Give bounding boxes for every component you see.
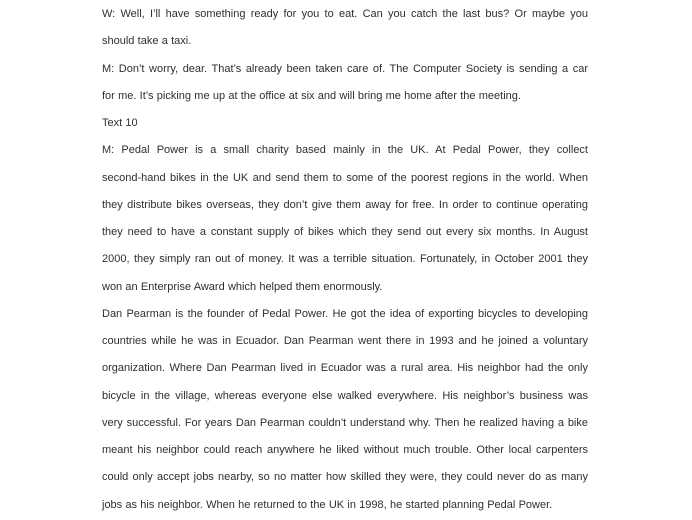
transcript-line: jobs as his neighbor. When he returned to the UK in 1998, he started planning Pedal Power.	[102, 498, 553, 511]
transcript-line: M: Pedal Power is a small charity based mainly in the UK. At Pedal Power, they collect	[102, 144, 588, 157]
transcript-text-column	[102, 1, 588, 519]
transcript-line: Dan Pearman is the founder of Pedal Power. He got the idea of exporting bicycles to developing	[102, 307, 588, 320]
transcript-line: very successful. For years Dan Pearman couldn’t understand why. Then he realized having a bike	[102, 416, 588, 429]
transcript-line: second-hand bikes in the UK and send them to some of the poorest regions in the world. When	[102, 171, 588, 184]
transcript-line: meant his neighbor could reach anywhere he liked without much trouble. Other local carpenters	[102, 444, 588, 456]
transcript-line: for me. It’s picking me up at the office at six and will bring me home after the meeting.	[102, 89, 521, 102]
transcript-line: could only accept jobs nearby, so no matter how skilled they were, they could never do as many	[102, 471, 588, 484]
section-heading: Text 10	[102, 117, 138, 129]
transcript-line: organization. Where Dan Pearman lived in Ecuador was a rural area. His neighbor had the only	[102, 362, 588, 375]
transcript-line: won an Enterprise Award which helped them enormously.	[102, 280, 383, 293]
transcript-line: they distribute bikes overseas, they don’t give them away for free. In order to continue operating	[102, 198, 588, 211]
transcript-line: they need to have a constant supply of bikes which they send out every six months. In August	[102, 226, 588, 238]
transcript-line: bicycle in the village, whereas everyone else walked everywhere. His neighbor’s business was	[102, 389, 588, 402]
transcript-line: W: Well, I’ll have something ready for you to eat. Can you catch the last bus? Or maybe you	[102, 8, 588, 20]
transcript-line: countries while he was in Ecuador. Dan Pearman went there in 1993 and he joined a voluntary	[102, 335, 588, 347]
transcript-line: M: Don’t worry, dear. That’s already been taken care of. The Computer Society is sending a car	[102, 62, 588, 75]
transcript-line: 2000, they simply ran out of money. It was a terrible situation. Fortunately, in October 2001 they	[102, 253, 588, 266]
transcript-line: should take a taxi.	[102, 35, 192, 48]
